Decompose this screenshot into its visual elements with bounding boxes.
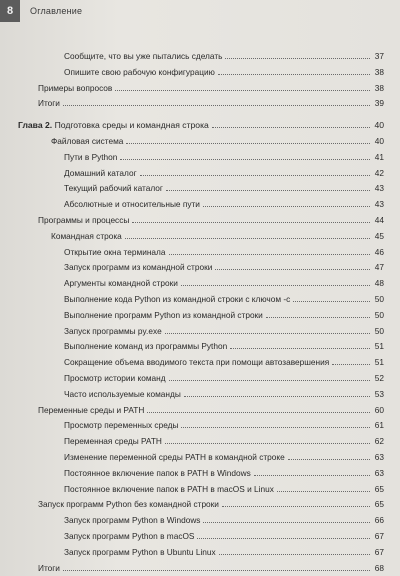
- toc-page-number: 67: [374, 546, 384, 557]
- dot-leader: [126, 143, 370, 144]
- toc-page-number: 37: [374, 51, 384, 61]
- toc-title: [64, 515, 200, 525]
- toc-title: [64, 341, 227, 351]
- toc-row: [0, 525, 384, 541]
- toc-page-number: 38: [374, 82, 384, 93]
- toc-title-text: Итоги: [38, 98, 60, 109]
- dot-leader: [218, 74, 370, 75]
- toc-page-number: 62: [374, 436, 384, 447]
- toc-title: [64, 168, 137, 178]
- dot-leader: [277, 491, 370, 492]
- toc-title-text: Запуск программы py.exe: [64, 325, 162, 336]
- toc-page-number: 50: [374, 309, 384, 320]
- toc-page-number: 50: [374, 325, 384, 336]
- toc-title: [64, 247, 166, 257]
- toc-page-number: 46: [374, 246, 384, 257]
- dot-leader: [166, 190, 370, 191]
- toc-row: [0, 367, 384, 383]
- toc-title: [64, 389, 181, 399]
- dot-leader: [332, 364, 370, 365]
- toc-title: [64, 531, 194, 541]
- page-header: [0, 0, 400, 22]
- toc-page-number: 43: [374, 199, 384, 210]
- toc-title: [64, 452, 285, 462]
- toc-page-number: 67: [374, 531, 384, 541]
- toc-page-number: 48: [374, 278, 384, 289]
- toc-title-text: Запуск программ из командной строки: [64, 262, 213, 273]
- toc-row: [0, 430, 384, 446]
- chapter-label: Глава 2.: [18, 120, 53, 131]
- toc-row: [0, 256, 384, 272]
- toc-title-text: Текущий рабочий каталог: [64, 183, 163, 194]
- toc-page-number: 65: [374, 499, 384, 510]
- toc-title: [38, 405, 144, 415]
- toc-title-text: Опишите свою рабочую конфигурацию: [64, 66, 215, 77]
- toc-row: [0, 92, 384, 108]
- toc-title-text: Изменение переменной среды PATH в командной строке: [64, 452, 285, 462]
- toc-title-text: Часто используемые команды: [64, 388, 181, 399]
- toc-title-text: Открытие окна терминала: [64, 246, 166, 257]
- toc-title-text: Примеры вопросов: [38, 82, 113, 93]
- toc-row: [0, 288, 384, 304]
- toc-row: [0, 45, 384, 61]
- toc-row: [0, 446, 384, 462]
- toc-title: [38, 83, 112, 93]
- toc-title: [64, 436, 162, 446]
- toc-title: [64, 326, 162, 336]
- toc-title-text: Просмотр переменных среды: [64, 420, 179, 431]
- toc-title: [64, 262, 212, 272]
- toc-row: [0, 61, 384, 77]
- toc-page-number: 65: [374, 483, 384, 494]
- toc-title-text: Постоянное включение папок в PATH в Windows: [64, 467, 251, 478]
- toc-title-text: Просмотр истории команд: [64, 373, 166, 383]
- dot-leader: [222, 506, 370, 507]
- toc-title: [64, 152, 117, 162]
- toc-title: [64, 547, 216, 557]
- toc-page-number: 44: [374, 215, 384, 225]
- dot-leader: [125, 238, 370, 239]
- dot-leader: [115, 90, 370, 91]
- toc-page-number: 45: [374, 230, 384, 241]
- toc-row: [0, 225, 384, 241]
- toc-row: [0, 77, 384, 93]
- toc-row: [0, 335, 384, 351]
- dot-leader: [288, 459, 370, 460]
- toc-title-text: Запуск программ Python без командной строки: [38, 499, 219, 510]
- dot-leader: [293, 301, 370, 302]
- toc-title-text: Запуск программ Python в macOS: [64, 531, 195, 541]
- toc-page-number: 42: [374, 167, 384, 178]
- dot-leader: [184, 396, 370, 397]
- toc-title-text: Сообщите, что вы уже пытались сделать: [64, 51, 223, 61]
- toc-row: [0, 130, 384, 146]
- toc-title: [51, 136, 123, 146]
- toc-title: [64, 420, 178, 430]
- toc-row: [0, 320, 384, 336]
- toc-page-number: 38: [374, 66, 384, 77]
- toc-page-number: 52: [374, 373, 384, 383]
- toc-page-number: 63: [374, 452, 384, 462]
- dot-leader: [203, 206, 370, 207]
- toc-page-number: 53: [374, 388, 384, 399]
- toc-row: [0, 351, 384, 367]
- toc-row: [0, 399, 384, 415]
- dot-leader: [181, 285, 370, 286]
- dot-leader: [120, 159, 370, 160]
- dot-leader: [165, 443, 370, 444]
- toc-title-text: Выполнение программ Python из командной строки: [64, 309, 263, 320]
- dot-leader: [165, 333, 370, 334]
- toc-title-text: Запуск программ Python в Windows: [64, 515, 201, 526]
- toc-row: [0, 462, 384, 478]
- toc-title-text: Запуск программ Python в Ubuntu Linux: [64, 546, 216, 557]
- dot-leader: [266, 317, 370, 318]
- toc-page-number: 50: [374, 294, 384, 304]
- toc-row: [0, 241, 384, 257]
- toc-title: [64, 183, 163, 193]
- toc-title-text: Программы и процессы: [38, 215, 130, 225]
- toc-title: [64, 278, 178, 288]
- toc-title: [38, 215, 129, 225]
- toc-page-number: 51: [374, 357, 384, 368]
- toc-title: [64, 373, 166, 383]
- toc-title-text: Командная строка: [51, 230, 122, 241]
- toc-title-text: Домашний каталог: [64, 167, 137, 178]
- toc-page-number: 43: [374, 183, 384, 194]
- toc-title: [38, 98, 60, 108]
- toc-title: [64, 199, 200, 209]
- dot-leader: [215, 269, 370, 270]
- toc-title-text: Пути в Python: [64, 151, 118, 162]
- toc-page-number: 39: [374, 98, 384, 109]
- toc-row: [0, 493, 384, 509]
- toc-row: [0, 557, 384, 573]
- dot-leader: [132, 222, 370, 223]
- toc-page-number: 66: [374, 515, 384, 526]
- toc-title: [64, 51, 222, 61]
- toc-title: [64, 468, 251, 478]
- toc-row: [0, 541, 384, 557]
- toc-title: [51, 231, 122, 241]
- dot-leader: [169, 254, 371, 255]
- toc-title: [38, 499, 219, 509]
- toc-title: [64, 484, 274, 494]
- toc-page-number: 41: [374, 151, 384, 162]
- toc-title-text: Выполнение кода Python из командной строки с ключом -с: [64, 294, 291, 304]
- dot-leader: [219, 554, 370, 555]
- dot-leader: [225, 58, 370, 59]
- toc-title-text: Выполнение команд из программы Python: [64, 341, 228, 352]
- dot-leader: [63, 105, 370, 106]
- toc-row: [0, 478, 384, 494]
- toc-row: [0, 304, 384, 320]
- toc-row: [0, 162, 384, 178]
- toc-row: [0, 383, 384, 399]
- dot-leader: [212, 127, 370, 128]
- toc-title: [64, 294, 290, 304]
- toc-title-text: Переменная среды PATH: [64, 436, 162, 447]
- toc-page-number: 47: [374, 262, 384, 273]
- toc-title: [18, 120, 209, 130]
- toc-title-text: Сокращение объема вводимого текста при помощи автозавершения: [64, 357, 330, 368]
- dot-leader: [230, 348, 370, 349]
- dot-leader: [197, 538, 370, 539]
- toc-row: [0, 193, 384, 209]
- toc-page-number: 40: [374, 136, 384, 146]
- toc-title: [38, 563, 60, 573]
- toc-row: [0, 272, 384, 288]
- toc-row: [0, 414, 384, 430]
- toc-title-text: Переменные среды и PATH: [38, 404, 145, 415]
- toc-page-number: 61: [374, 420, 384, 431]
- toc-page-number: 40: [374, 120, 384, 131]
- dot-leader: [140, 175, 370, 176]
- toc-row: [0, 509, 384, 525]
- toc-page-number: 51: [374, 341, 384, 352]
- toc-page-number: 60: [374, 404, 384, 415]
- toc-title-text: Аргументы командной строки: [64, 278, 178, 289]
- toc-title-text: Итоги: [38, 562, 60, 573]
- toc-row: [0, 177, 384, 193]
- dot-leader: [203, 522, 370, 523]
- toc-row: [0, 146, 384, 162]
- toc-title-text: Подготовка среды и командная строка: [54, 120, 209, 131]
- toc-title: [64, 357, 329, 367]
- toc-row: [0, 209, 384, 225]
- toc-title-text: Файловая система: [51, 136, 124, 146]
- dot-leader: [181, 427, 370, 428]
- toc-title-text: Постоянное включение папок в PATH в macOS и Linux: [64, 483, 274, 494]
- toc-page-number: 63: [374, 467, 384, 478]
- dot-leader: [63, 570, 370, 571]
- page-number: 8: [0, 0, 20, 22]
- dot-leader: [147, 412, 370, 413]
- toc-title: [64, 310, 263, 320]
- toc-title-text: Абсолютные и относительные пути: [64, 199, 200, 210]
- dot-leader: [169, 380, 370, 381]
- toc-title: [64, 67, 215, 77]
- toc-page-number: 68: [374, 562, 384, 573]
- running-head: Оглавление: [30, 6, 83, 16]
- dot-leader: [254, 475, 370, 476]
- toc-chapter-row: [0, 114, 384, 130]
